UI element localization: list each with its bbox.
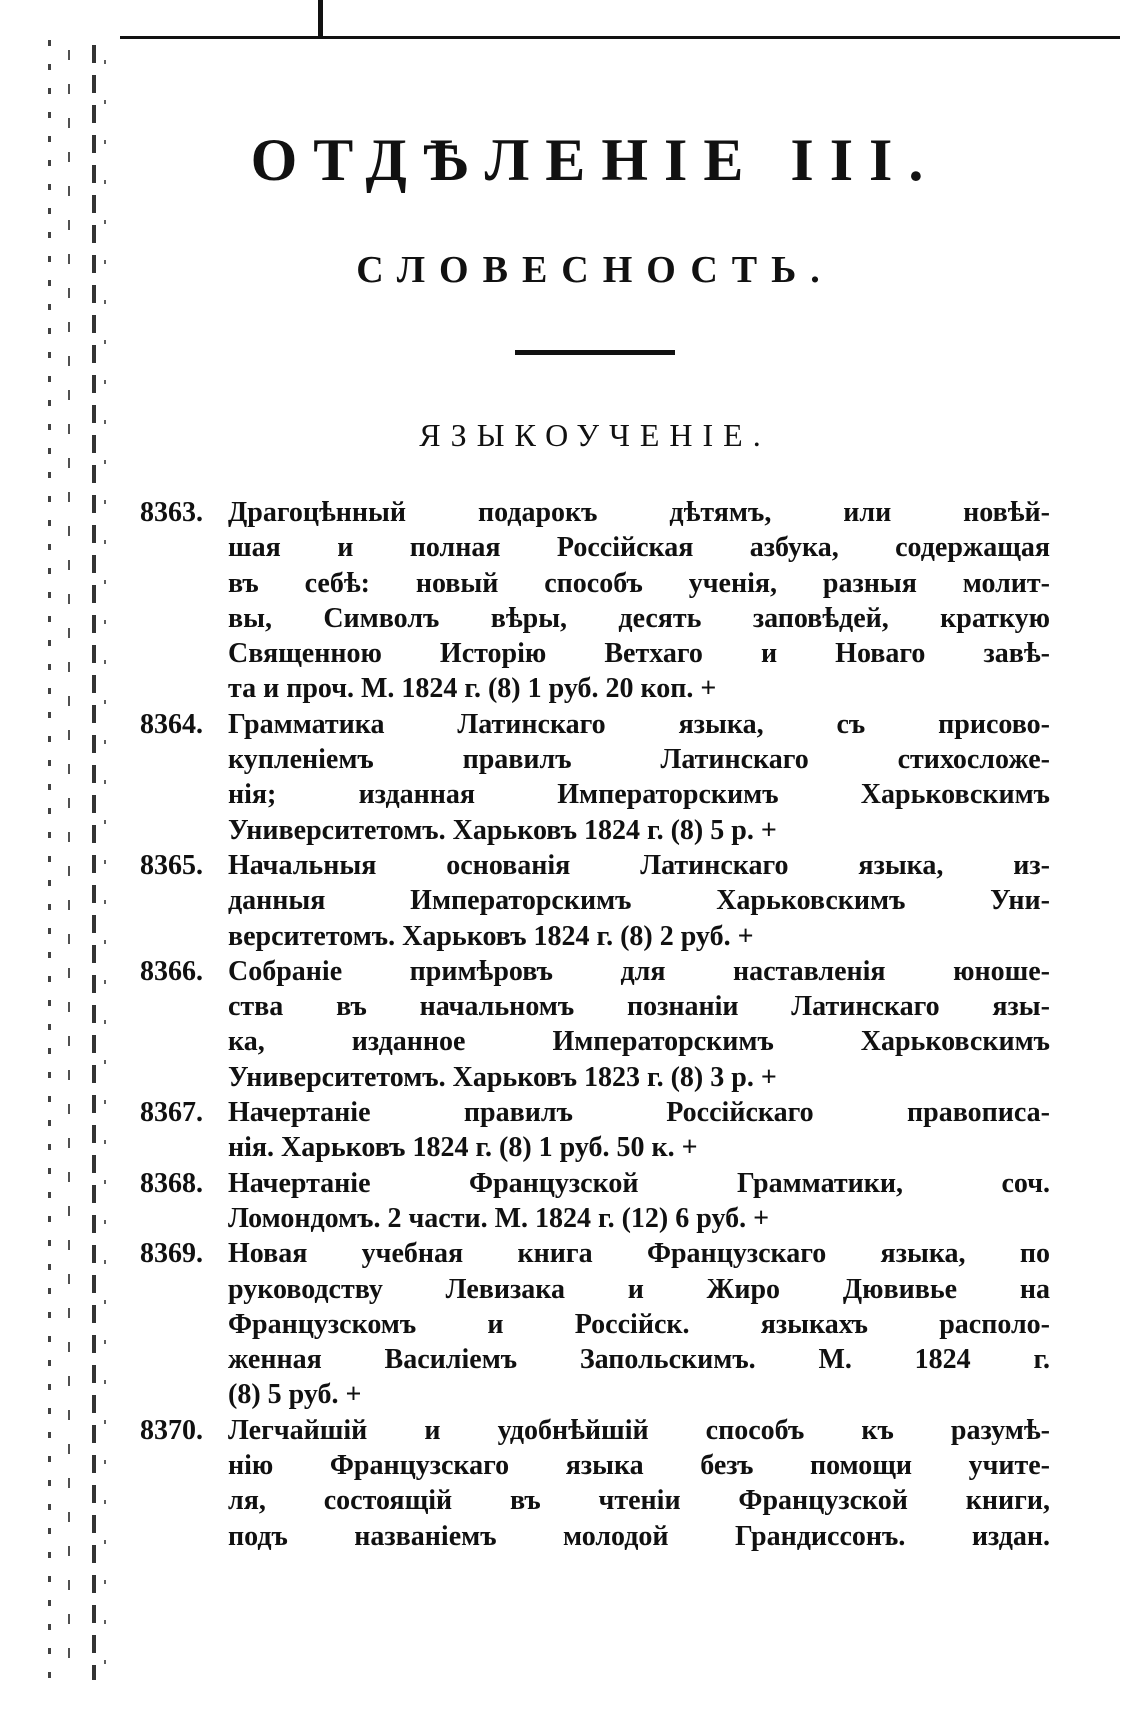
entry-number: 8367. [140, 1097, 203, 1129]
entry-line: ля, состоящій въ чтеніи Французской книги, [228, 1485, 1050, 1517]
catalog-entry [140, 495, 1050, 707]
entry-line: руководству Левизака и Жиро Дювивье на [228, 1273, 1050, 1305]
entry-line: (8) 5 руб. + [228, 1379, 362, 1411]
entry-line: ства въ начальномъ познаніи Латинскаго язы- [228, 991, 1050, 1023]
catalog-entry [140, 1413, 1050, 1554]
entry-number: 8370. [140, 1414, 203, 1446]
entry-line: Начертаніе правилъ Россійскаго правописа- [228, 1097, 1050, 1129]
section-title: ОТДѢЛЕНІЕ III. [250, 127, 940, 193]
catalog-entry [140, 1166, 1050, 1237]
binding-gutter-noise [40, 40, 110, 1680]
entry-line: Французскомъ и Россійск. языкахъ располо- [228, 1308, 1050, 1340]
entry-number: 8368. [140, 1167, 203, 1199]
entry-line: Начальныя основанія Латинскаго языка, из- [228, 849, 1050, 881]
catalog-entry [140, 1236, 1050, 1412]
entry-line: Новая учебная книга Французскаго языка, по [228, 1238, 1050, 1270]
entry-line: данныя Императорскимъ Харьковскимъ Уни- [228, 885, 1050, 917]
entry-line: подъ названіемъ молодой Грандиссонъ. издан. [228, 1520, 1050, 1552]
entry-line: купленіемъ правилъ Латинскаго стихосложе- [228, 744, 1050, 776]
entry-line: Собраніе примѣровъ для наставленія юноше- [228, 955, 1050, 987]
section-subtitle: СЛОВЕСНОСТЬ. [356, 249, 834, 291]
entry-line: Драгоцѣнный подарокъ дѣтямъ, или новѣй- [228, 497, 1050, 528]
entry-line: нія. Харьковъ 1824 г. (8) 1 руб. 50 к. + [228, 1132, 698, 1164]
section-divider [515, 350, 675, 355]
entry-line: Университетомъ. Харьковъ 1823 г. (8) 3 р. + [228, 1061, 777, 1093]
page-content [140, 100, 1050, 1554]
entry-line: Ломондомъ. 2 части. М. 1824 г. (12) 6 руб. + [228, 1202, 770, 1234]
entry-line: нія; изданная Императорскимъ Харьковскимъ [228, 779, 1050, 811]
entry-text [228, 707, 1050, 848]
entry-number: 8366. [140, 955, 203, 987]
catalog-entries [140, 495, 1050, 1554]
entry-text [228, 1095, 1050, 1166]
catalog-entry [140, 848, 1050, 954]
entry-line: верситетомъ. Харьковъ 1824 г. (8) 2 руб. + [228, 920, 754, 952]
catalog-entry [140, 954, 1050, 1095]
entry-text [228, 1166, 1050, 1237]
entry-text [228, 495, 1050, 707]
entry-line: Легчайшій и удобнѣйшій способъ къ разумѣ- [228, 1414, 1050, 1446]
entry-line: Начертаніе Французской Грамматики, соч. [228, 1167, 1050, 1199]
top-rule [120, 36, 1120, 39]
entry-number: 8363. [140, 497, 203, 528]
catalog-entry [140, 707, 1050, 848]
entry-line: въ себѣ: новый способъ ученія, разныя молит- [228, 567, 1050, 599]
entry-number: 8365. [140, 849, 203, 881]
entry-line: нію Французскаго языка безъ помощи учите- [228, 1450, 1050, 1482]
top-tick-mark [318, 0, 323, 38]
entry-line: Грамматика Латинскаго языка, съ присово- [228, 708, 1050, 740]
entry-line: шая и полная Россійская азбука, содержащая [228, 532, 1050, 564]
entry-line: та и проч. М. 1824 г. (8) 1 руб. 20 коп. + [228, 673, 717, 705]
entry-line: Университетомъ. Харьковъ 1824 г. (8) 5 р. + [228, 814, 777, 846]
entry-number: 8369. [140, 1238, 203, 1270]
entry-text [228, 1413, 1050, 1554]
entry-number: 8364. [140, 708, 203, 740]
entry-line: вы, Символъ вѣры, десять заповѣдей, краткую [228, 602, 1050, 634]
entry-line: Священною Исторію Ветхаго и Новаго завѣ- [228, 638, 1050, 670]
entry-line: ка, изданное Императорскимъ Харьковскимъ [228, 1026, 1050, 1058]
catalog-entry [140, 1095, 1050, 1166]
entry-text [228, 1236, 1050, 1412]
entry-line: женная Василіемъ Запольскимъ. М. 1824 г. [228, 1344, 1050, 1376]
subsection-heading: ЯЗЫКОУЧЕНІЕ. [419, 417, 771, 453]
entry-text [228, 848, 1050, 954]
entry-text [228, 954, 1050, 1095]
